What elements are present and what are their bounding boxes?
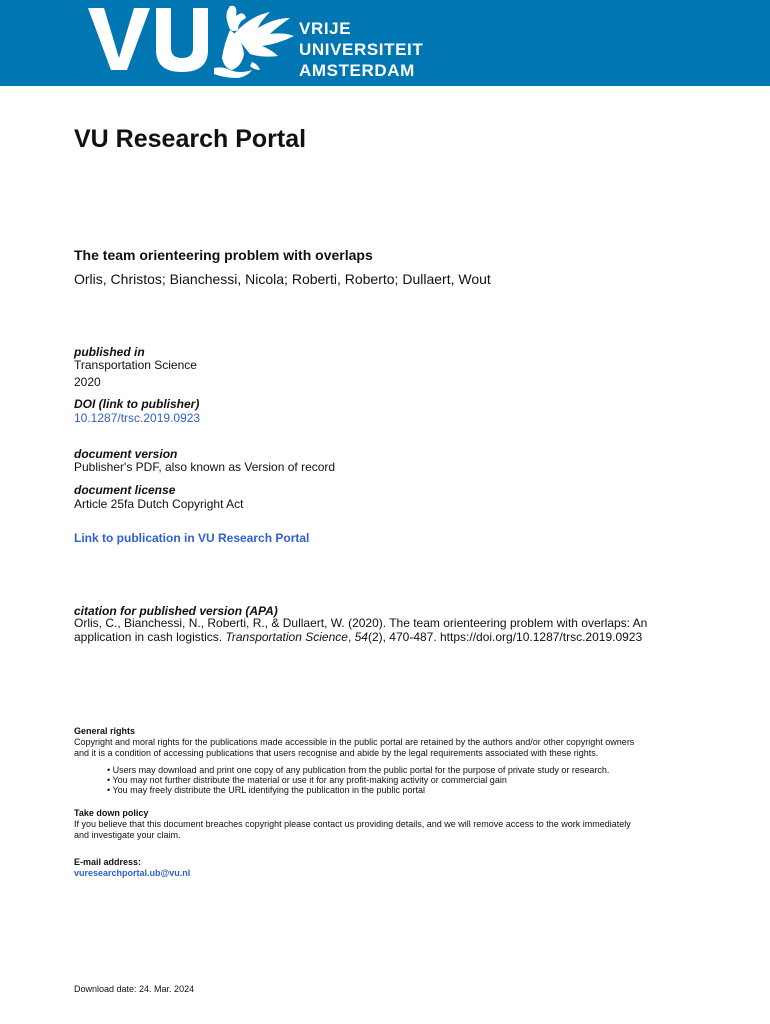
list-item: • You may not further distribute the material or use it for any profit-making activity or commercial gain bbox=[107, 775, 507, 785]
rights-bullet-list bbox=[107, 765, 609, 795]
university-logo-text bbox=[299, 18, 423, 81]
citation-journal: Transportation Science bbox=[225, 630, 348, 644]
general-rights-line-1: Copyright and moral rights for the publications made accessible in the public portal are retained by the authors and/or other copyright owners bbox=[74, 737, 635, 747]
citation-line-2 bbox=[74, 630, 714, 644]
logo-line-3: AMSTERDAM bbox=[299, 61, 415, 80]
citation-volume: 54 bbox=[354, 630, 368, 644]
take-down-heading: Take down policy bbox=[74, 808, 149, 818]
citation-line-2-prefix: application in cash logistics. bbox=[74, 630, 226, 644]
email-link[interactable]: vuresearchportal.ub@vu.nl bbox=[74, 868, 191, 878]
citation-sep: , bbox=[347, 630, 355, 644]
logo-line-2: UNIVERSITEIT bbox=[299, 40, 424, 59]
download-date: Download date: 24. Mar. 2024 bbox=[74, 984, 195, 994]
document-version-label: document version bbox=[74, 447, 178, 461]
published-in-label: published in bbox=[74, 345, 145, 359]
general-rights-heading: General rights bbox=[74, 726, 136, 736]
general-rights-section bbox=[74, 726, 734, 759]
page-title: VU Research Portal bbox=[74, 125, 307, 153]
vu-logo-mark bbox=[88, 8, 208, 78]
header-banner bbox=[0, 0, 770, 86]
general-rights-line-2: and it is a condition of accessing publications that users recognise and abide by the legal requirements associated with these rights. bbox=[74, 748, 599, 758]
journal-name: Transportation Science bbox=[74, 358, 197, 372]
document-version-value: Publisher's PDF, also known as Version of record bbox=[74, 460, 336, 474]
email-section bbox=[74, 857, 734, 879]
publication-authors: Orlis, Christos; Bianchessi, Nicola; Roberti, Roberto; Dullaert, Wout bbox=[74, 271, 491, 287]
citation-label: citation for published version (APA) bbox=[74, 604, 278, 618]
publication-year: 2020 bbox=[74, 375, 101, 389]
citation-line-2-suffix: (2), 470-487. https://doi.org/10.1287/trsc.2019.0923 bbox=[367, 630, 643, 644]
doi-link[interactable]: 10.1287/trsc.2019.0923 bbox=[74, 411, 201, 425]
take-down-line-2: and investigate your claim. bbox=[74, 830, 181, 840]
list-item: • You may freely distribute the URL identifying the publication in the public portal bbox=[107, 785, 426, 795]
citation-line-1: Orlis, C., Bianchessi, N., Roberti, R., & Dullaert, W. (2020). The team orienteering problem with overlaps: An bbox=[74, 616, 648, 630]
doi-field bbox=[74, 411, 200, 425]
document-license-value: Article 25fa Dutch Copyright Act bbox=[74, 497, 244, 511]
list-item: • Users may download and print one copy of any publication from the public portal for the purpose of private study or research. bbox=[107, 765, 610, 775]
citation-text bbox=[74, 616, 714, 644]
publication-title: The team orienteering problem with overlaps bbox=[74, 247, 373, 263]
doi-label: DOI (link to publisher) bbox=[74, 397, 200, 411]
document-license-label: document license bbox=[74, 483, 176, 497]
logo-line-1: VRIJE bbox=[299, 19, 352, 38]
griffin-icon bbox=[200, 4, 295, 80]
portal-publication-link[interactable]: Link to publication in VU Research Portal bbox=[74, 531, 310, 545]
email-heading: E-mail address: bbox=[74, 857, 142, 867]
take-down-line-1: If you believe that this document breaches copyright please contact us providing details, and we will remove access to the work immediately bbox=[74, 819, 631, 829]
take-down-section bbox=[74, 808, 734, 841]
